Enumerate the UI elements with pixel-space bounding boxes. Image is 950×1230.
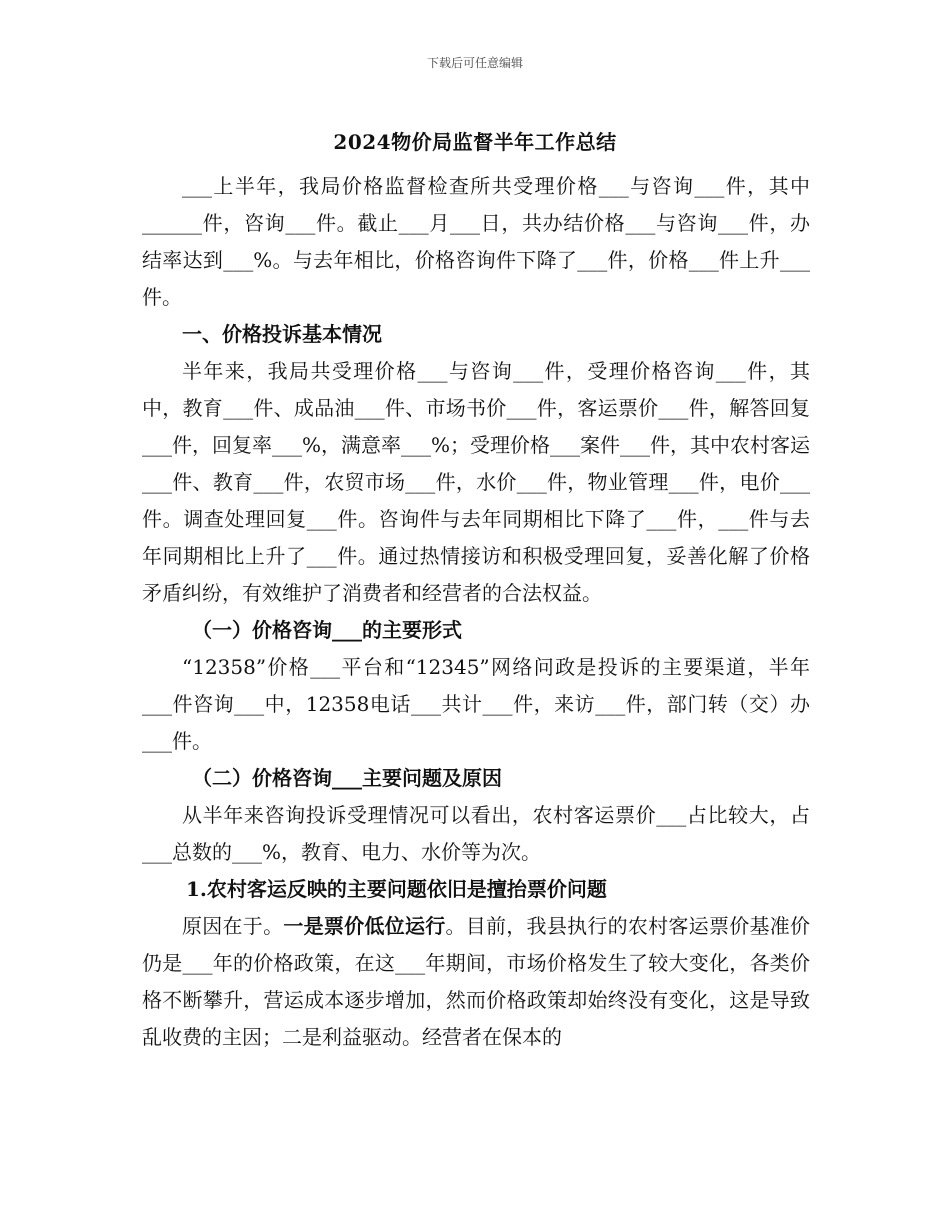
point-1-paragraph	[142, 908, 810, 1056]
section-heading-1: 一、价格投诉基本情况	[182, 322, 382, 346]
point-1-bold-phrase: 一是票价低位运行	[283, 914, 446, 938]
document-title: 2024物价局监督半年工作总结	[333, 130, 617, 154]
page-header-note: 下载后可任意编辑	[426, 56, 523, 70]
subsection-2-paragraph: 从半年来咨询投诉受理情况可以看出，农村客运票价___占比较大，占___总数的___%，教育、电力、水价等为次。	[142, 803, 810, 864]
document-body	[142, 168, 810, 1056]
subsection-heading-2: （二）价格咨询___主要问题及原因	[192, 766, 502, 790]
point-1-lead: 原因在于。	[182, 914, 284, 938]
subsection-1-paragraph: “12358”价格___平台和“12345”网络问政是投诉的主要渠道，半年___件咨询___中，12358电话___共计___件，来访___件，部门转（交）办___件。	[142, 655, 810, 753]
subsection-heading-1: （一）价格咨询___的主要形式	[192, 618, 462, 642]
section-1-paragraph: 半年来，我局共受理价格___与咨询___件，受理价格咨询___件，其中，教育___件、成品油___件、市场书价___件，客运票价___件，解答回复___件，回复率___%，满意率___%；受理价格___案件___件，其中农村客运___件、教育___件，农贸市场___件，水价___件，物业管理___件，电价___件。调查处理回复___件。咨询件与去年同期相比下降了___件，___件与去年同期相比上升了___件。通过热情接访和积极受理回复，妥善化解了价格矛盾纠纷，有效维护了消费者和经营者的合法权益。	[142, 359, 811, 605]
intro-paragraph: ___上半年，我局价格监督检查所共受理价格___与咨询___件，其中______件，咨询___件。截止___月___日，共办结价格___与咨询___件，办结率达到___%。与去年相比，价格咨询件下降了___件，价格___件上升___件。	[142, 174, 810, 309]
point-1-rest: 。目前，我县执行的农村客运票价基准价仍是___年的价格政策，在这___年期间，市场价格发生了较大变化，各类价格不断攀升，营运成本逐步增加，然而价格政策却始终没有变化，这是导致乱收费的主因；二是利益驱动。经营者在保本的	[142, 914, 811, 1049]
point-heading-1: 1.农村客运反映的主要问题依旧是擅抬票价问题	[186, 877, 607, 901]
